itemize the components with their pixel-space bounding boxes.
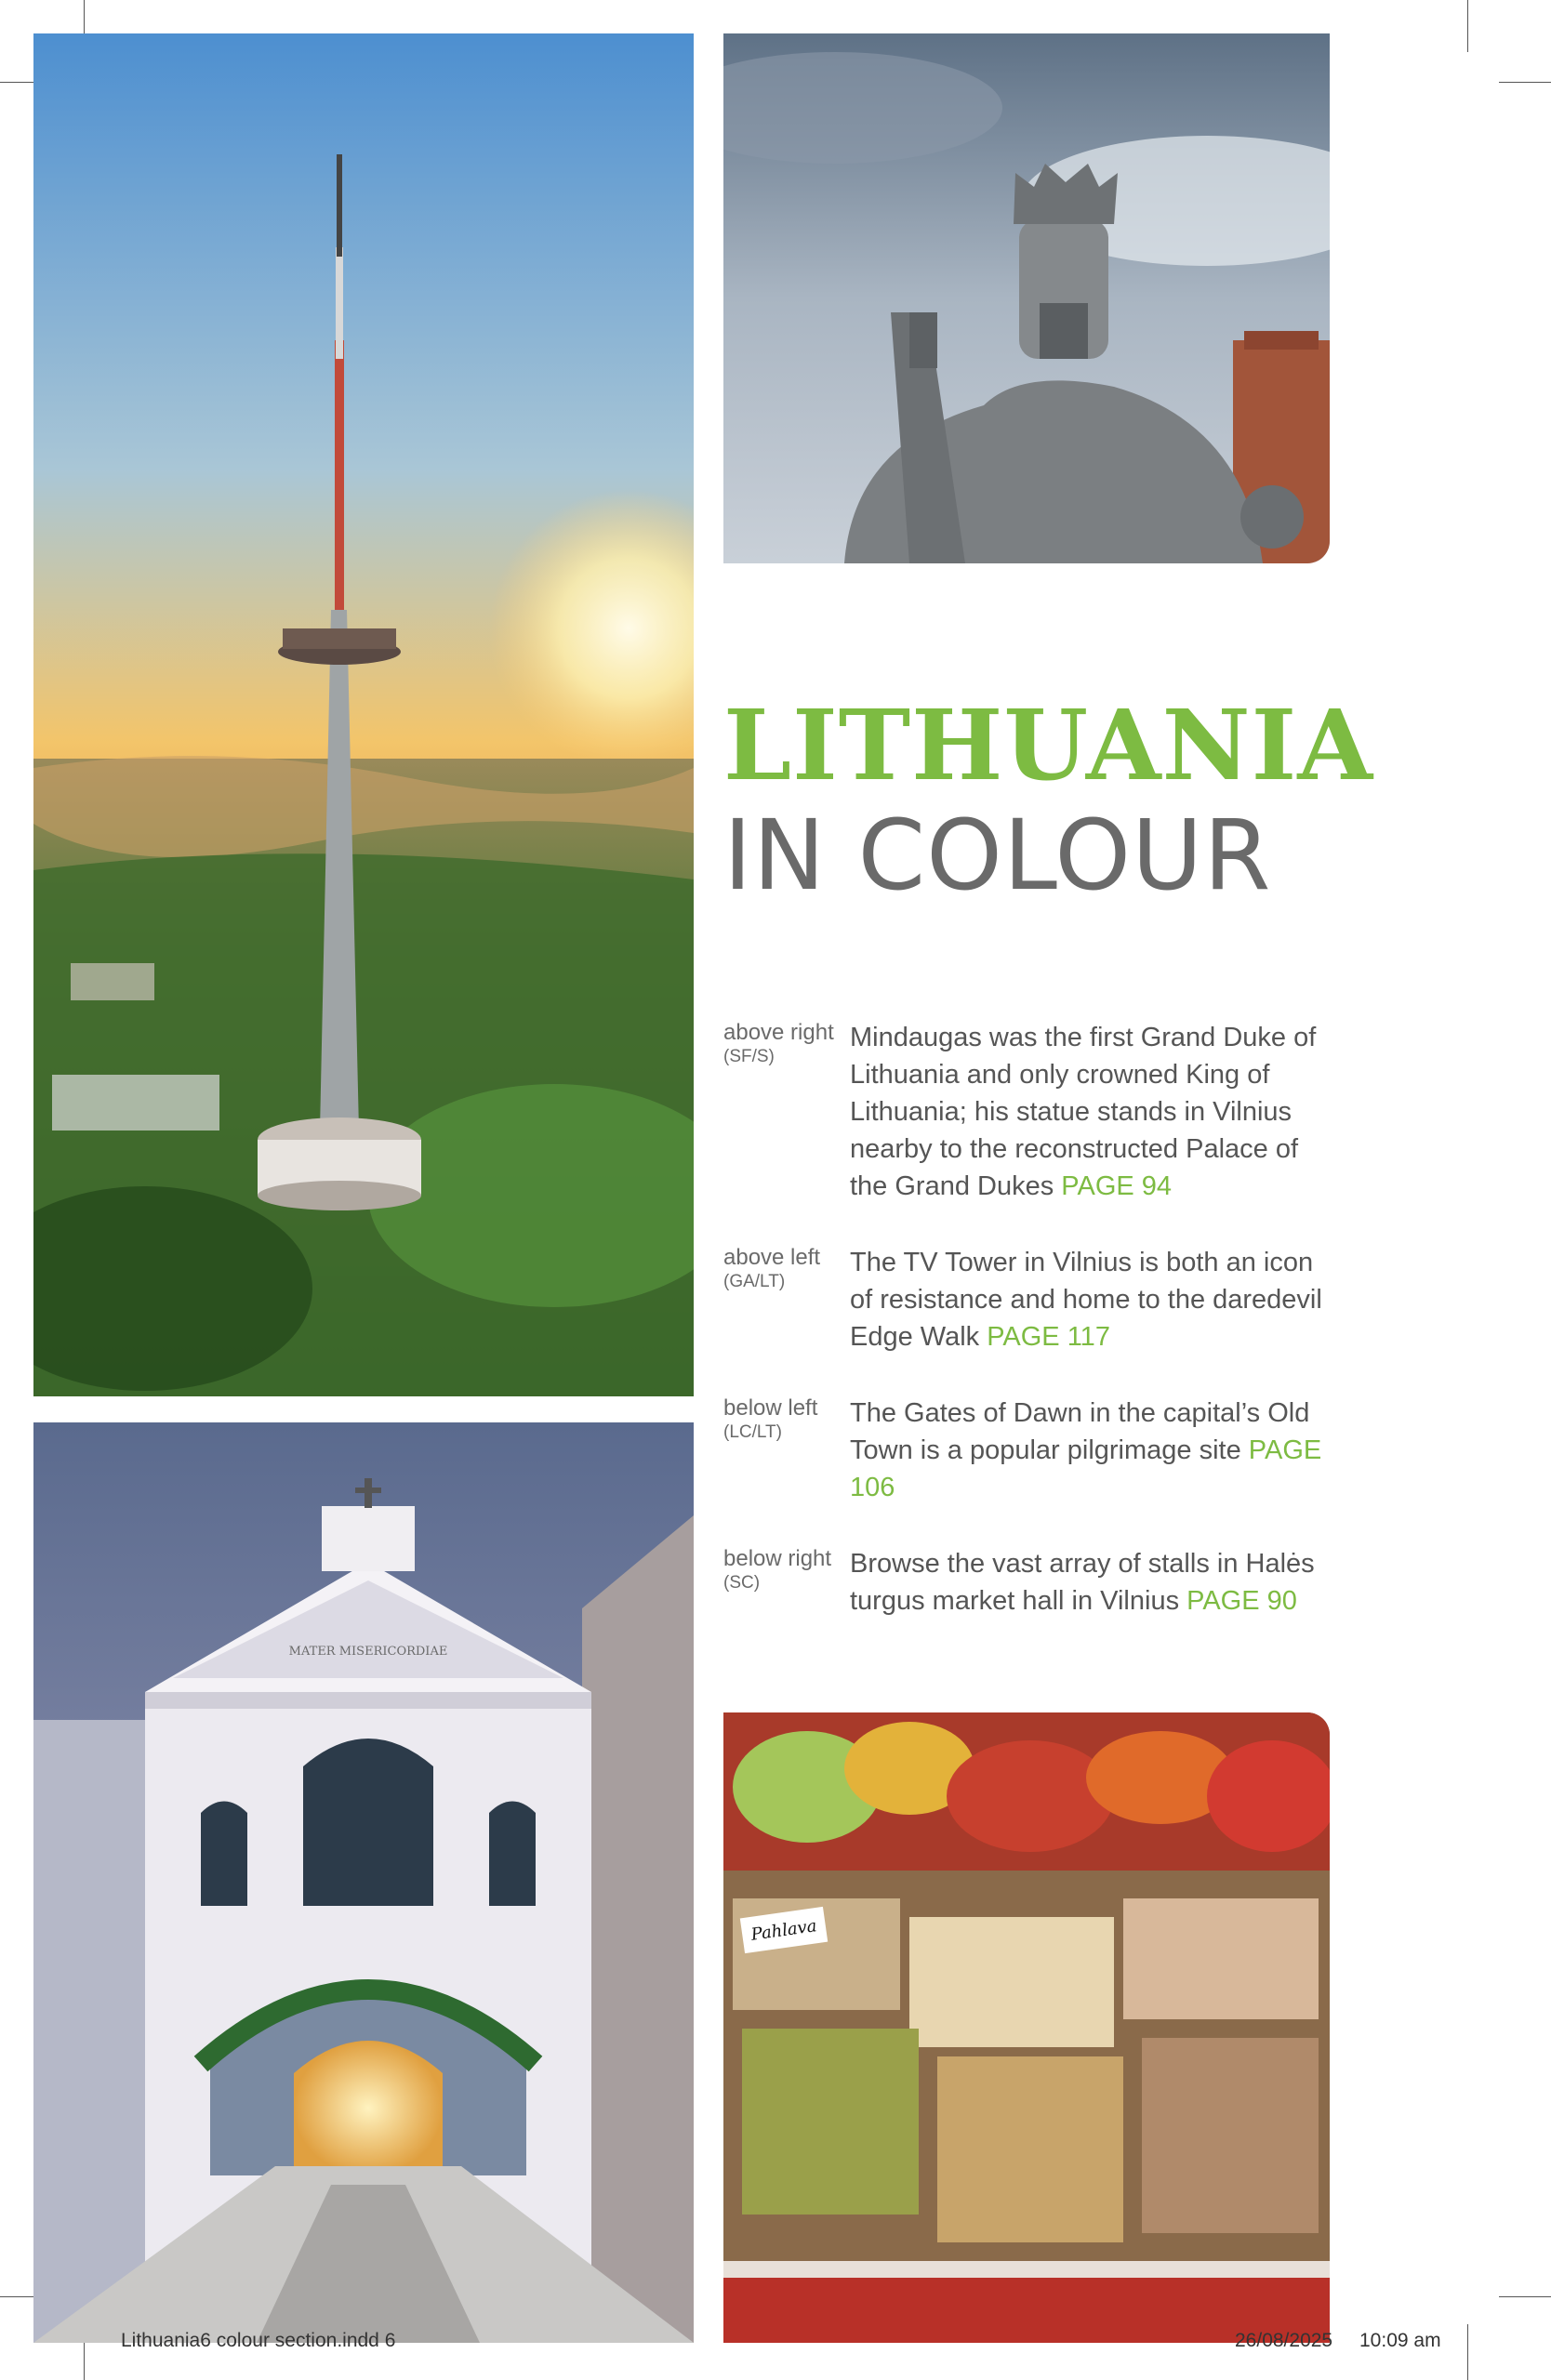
- caption-position: below right: [723, 1546, 832, 1571]
- caption-above-left: [723, 1244, 1337, 1355]
- crop-mark: [1499, 2296, 1551, 2297]
- caption-page-ref: PAGE 90: [1186, 1586, 1297, 1616]
- caption-position: above left: [723, 1245, 821, 1270]
- footer-date: 26/08/2025: [1235, 2330, 1333, 2351]
- gate-photo: [33, 1422, 694, 2343]
- caption-text: Browse the vast array of stalls in Halės turgus market hall in Vilnius: [850, 1549, 1315, 1616]
- caption-credit: (SF/S): [723, 1047, 775, 1066]
- caption-above-right: [723, 1019, 1337, 1205]
- gate-inscription: MATER MISERICORDIAE: [288, 1645, 448, 1659]
- caption-credit: (GA/LT): [723, 1272, 786, 1291]
- title-block: [723, 688, 1374, 912]
- caption-credit: (LC/LT): [723, 1422, 782, 1442]
- tv-tower-photo: [33, 33, 694, 1396]
- caption-position: below left: [723, 1395, 818, 1421]
- footer-file: Lithuania6 colour section.indd 6: [121, 2330, 396, 2351]
- caption-below-right: [723, 1545, 1337, 1620]
- crop-mark: [1499, 82, 1551, 83]
- caption-page-ref: PAGE 117: [987, 1322, 1110, 1352]
- caption-position: above right: [723, 1020, 834, 1045]
- page-title: LITHUANIA: [723, 688, 1374, 802]
- statue-photo: [723, 33, 1330, 563]
- market-sign: Pahlava: [749, 1916, 818, 1945]
- caption-credit: (SC): [723, 1573, 761, 1593]
- footer-time: 10:09 am: [1359, 2330, 1441, 2351]
- page-subtitle: IN COLOUR: [723, 799, 1272, 912]
- caption-page-ref: PAGE 94: [1061, 1171, 1173, 1201]
- market-photo: [723, 1712, 1330, 2343]
- caption-text: The Gates of Dawn in the capital’s Old Town is a popular pilgrimage site: [850, 1398, 1310, 1465]
- caption-text: Mindaugas was the first Grand Duke of Lithuania and only crowned King of Lithuania; his statue stands in Vilnius nearby to the reconstructed Palace of the Grand Dukes: [850, 1023, 1317, 1201]
- captions-list: [723, 1019, 1337, 1659]
- caption-below-left: [723, 1395, 1337, 1506]
- crop-mark: [1467, 0, 1468, 52]
- caption-text: The TV Tower in Vilnius is both an icon of resistance and home to the daredevil Edge Walk: [850, 1248, 1322, 1352]
- caption-page-ref: PAGE 106: [850, 1435, 1322, 1502]
- crop-mark: [1467, 2324, 1468, 2380]
